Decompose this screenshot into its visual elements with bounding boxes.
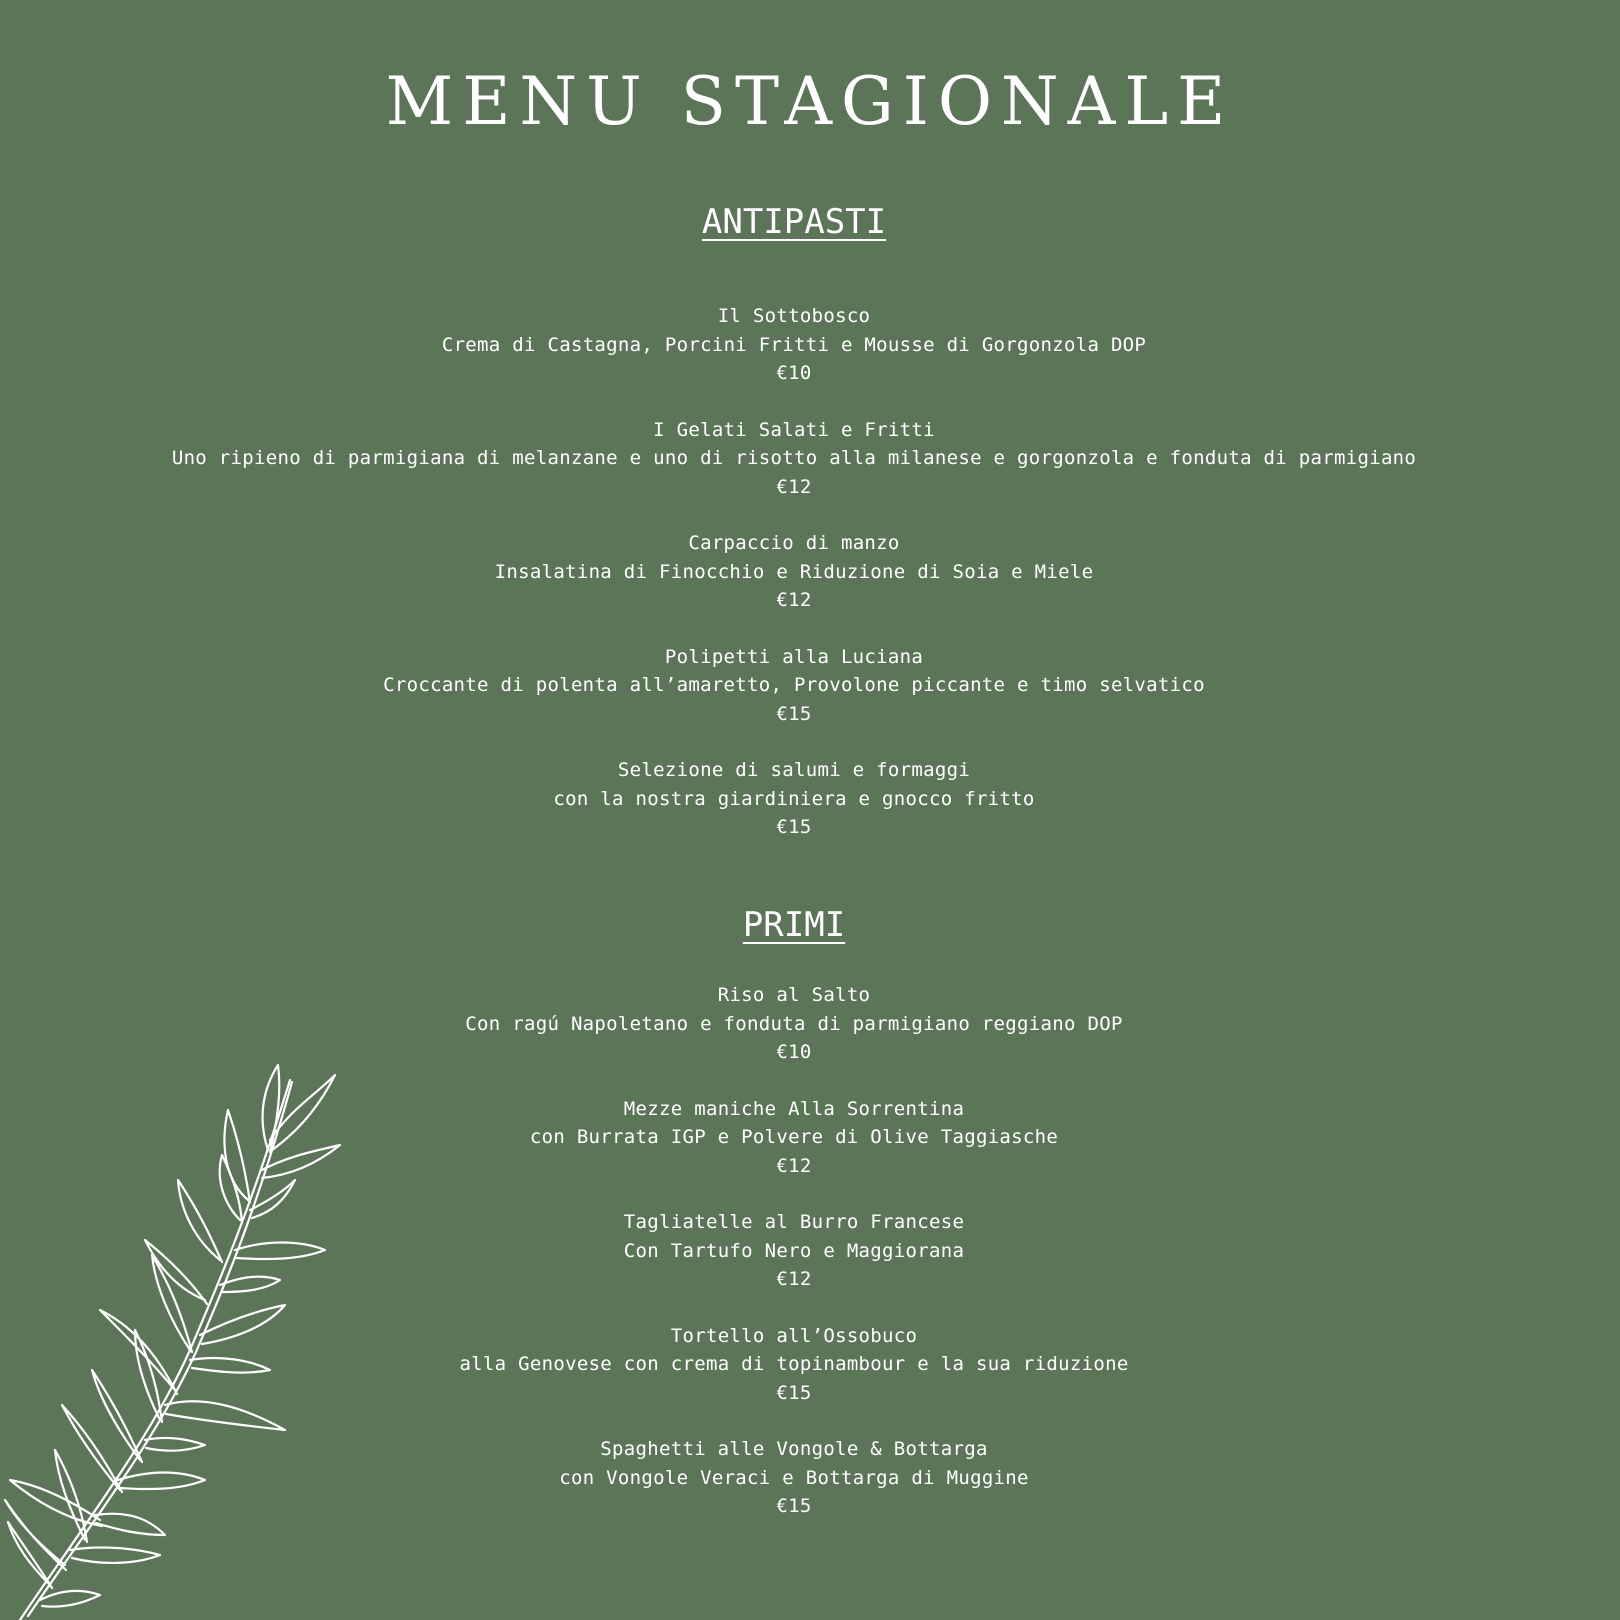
item-name: Spaghetti alle Vongole & Bottarga <box>600 1438 988 1460</box>
menu-item <box>0 756 1588 842</box>
item-name: I Gelati Salati e Fritti <box>653 418 935 441</box>
item-price: €15 <box>776 1495 812 1517</box>
item-price: €12 <box>776 1268 812 1290</box>
antipasti-list <box>0 302 1588 870</box>
item-description: con Vongole Veraci e Bottarga di Muggine <box>559 1466 1029 1489</box>
item-name: Polipetti alla Luciana <box>664 645 924 668</box>
rosemary-sprig-icon <box>0 1060 360 1620</box>
item-name: Il Sottobosco <box>717 305 871 327</box>
item-description: con la nostra giardiniera e gnocco fritto <box>553 787 1035 810</box>
item-price: €15 <box>776 1381 812 1404</box>
section-heading-antipasti: ANTIPASTI <box>701 202 887 242</box>
item-description: Crema di Castagna, Porcini Fritti e Mousse di Gorgonzola DOP <box>441 333 1147 356</box>
item-name: Tagliatelle al Burro Francese <box>623 1211 965 1233</box>
item-price: €10 <box>776 362 812 384</box>
menu-item <box>0 981 1588 1067</box>
item-name: Tortello all’Ossobuco <box>670 1324 918 1347</box>
item-description: con Burrata IGP e Polvere di Olive Taggiasche <box>529 1126 1059 1148</box>
menu-item <box>0 643 1588 729</box>
item-name: Mezze maniche Alla Sorrentina <box>623 1097 965 1120</box>
item-description: Uno ripieno di parmigiana di melanzane e uno di risotto alla milanese e gorgonzola e fonduta di parmigiano <box>171 447 1417 469</box>
menu-item <box>0 529 1588 615</box>
item-description: Con Tartufo Nero e Maggiorana <box>623 1239 965 1262</box>
item-description: Insalatina di Finocchio e Riduzione di Soia e Miele <box>494 560 1094 583</box>
item-price: €12 <box>776 589 812 611</box>
section-heading-primi: PRIMI <box>742 905 846 945</box>
item-description: Croccante di polenta all’amaretto, Provolone piccante e timo selvatico <box>383 674 1205 696</box>
item-name: Carpaccio di manzo <box>688 532 900 554</box>
menu-item <box>0 302 1588 388</box>
item-price: €15 <box>776 702 812 725</box>
item-name: Selezione di salumi e formaggi <box>617 759 971 781</box>
item-name: Riso al Salto <box>717 984 871 1006</box>
item-price: €15 <box>776 816 812 838</box>
item-description: alla Genovese con crema di topinambour e la sua riduzione <box>459 1353 1129 1375</box>
menu-item <box>0 416 1588 502</box>
menu-title: MENU STAGIONALE <box>385 63 1235 140</box>
item-price: €12 <box>776 475 812 498</box>
item-price: €12 <box>776 1154 812 1177</box>
item-description: Con ragú Napoletano e fonduta di parmigiano reggiano DOP <box>465 1012 1123 1035</box>
item-price: €10 <box>776 1041 812 1063</box>
